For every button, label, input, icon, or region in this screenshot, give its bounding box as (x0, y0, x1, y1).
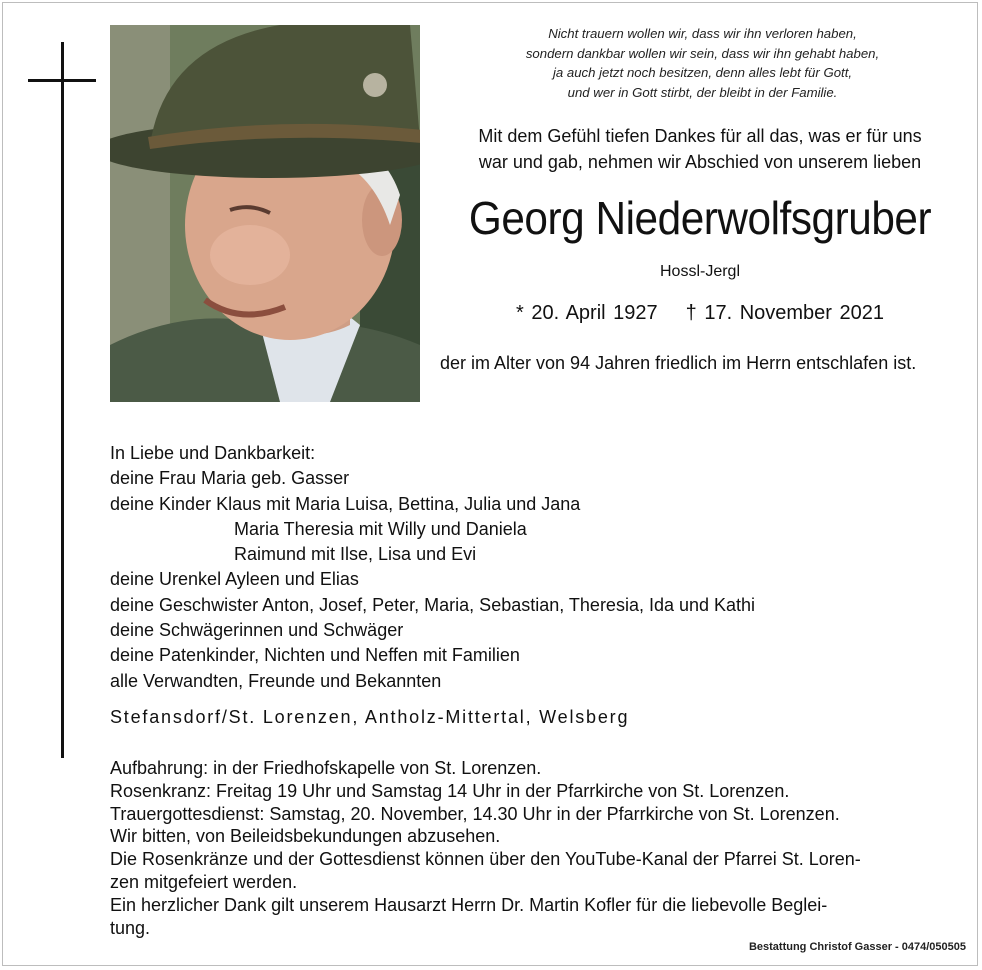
intro-line: Mit dem Gefühl tiefen Dankes für all das, was er für uns (478, 126, 922, 146)
quote-line: ja auch jetzt noch besitzen, denn alles lebt für Gott, (552, 65, 853, 80)
detail-line: Wir bitten, von Beileidsbekundungen abzusehen. (110, 826, 501, 847)
mourner-line: deine Kinder Klaus mit Maria Luisa, Bettina, Julia und Jana (110, 493, 581, 514)
deceased-name: Georg Niederwolfsgruber (468, 192, 932, 244)
memorial-quote (440, 24, 965, 102)
portrait-photo (110, 25, 420, 402)
places-line: Stefansdorf/St. Lorenzen, Antholz-Mittertal, Welsberg (110, 707, 630, 727)
quote-line: Nicht trauern wollen wir, dass wir ihn verloren haben, (548, 26, 857, 41)
mourner-line: deine Patenkinder, Nichten und Neffen mit Familien (110, 645, 520, 666)
quote-line: sondern dankbar wollen wir sein, dass wir ihn gehabt haben, (525, 45, 880, 61)
mourner-line: alle Verwandten, Freunde und Bekannten (110, 670, 442, 691)
detail-line: Trauergottesdienst: Samstag, 20. November, 14.30 Uhr in der Pfarrkirche von St. Lorenzen. (110, 803, 840, 824)
mourner-line: Raimund mit Ilse, Lisa und Evi (234, 544, 477, 565)
quote-line: und wer in Gott stirbt, der bleibt in der Familie. (567, 84, 838, 100)
mourner-line: deine Geschwister Anton, Josef, Peter, Maria, Sebastian, Theresia, Ida und Kathi (110, 594, 756, 615)
age-text: der im Alter von 94 Jahren friedlich im Herrn entschlafen ist. (440, 353, 917, 373)
birth-date: * 20. April 1927 (516, 302, 658, 324)
death-date: † 17. November 2021 (685, 302, 884, 324)
mourner-line: deine Schwägerinnen und Schwäger (110, 620, 404, 641)
mourner-line: deine Urenkel Ayleen und Elias (110, 569, 359, 590)
detail-line: Rosenkranz: Freitag 19 Uhr und Samstag 14 Uhr in der Pfarrkirche von St. Lorenzen. (110, 780, 790, 801)
deceased-nickname: Hossl-Jergl (659, 263, 740, 280)
funeral-home-credit: Bestattung Christof Gasser - 0474/050505 (748, 941, 966, 953)
mourner-line: Maria Theresia mit Willy und Daniela (234, 518, 527, 539)
intro-line: war und gab, nehmen wir Abschied von unserem lieben (478, 152, 922, 172)
detail-line: Aufbahrung: in der Friedhofskapelle von St. Lorenzen. (110, 758, 542, 778)
mourner-line: In Liebe und Dankbarkeit: (110, 443, 316, 463)
detail-line: tung. (110, 917, 151, 938)
life-dates (440, 302, 960, 325)
service-details (110, 757, 960, 939)
detail-line: zen mitgefeiert werden. (110, 871, 298, 892)
mourners-list (110, 441, 970, 694)
intro-text (440, 123, 960, 175)
mourner-line: deine Frau Maria geb. Gasser (110, 468, 350, 489)
detail-line: Die Rosenkränze und der Gottesdienst können über den YouTube-Kanal der Pfarrei St. Loren- (110, 849, 861, 870)
detail-line: Ein herzlicher Dank gilt unserem Hausarzt Herrn Dr. Martin Kofler für die liebevolle Beglei- (110, 894, 828, 915)
